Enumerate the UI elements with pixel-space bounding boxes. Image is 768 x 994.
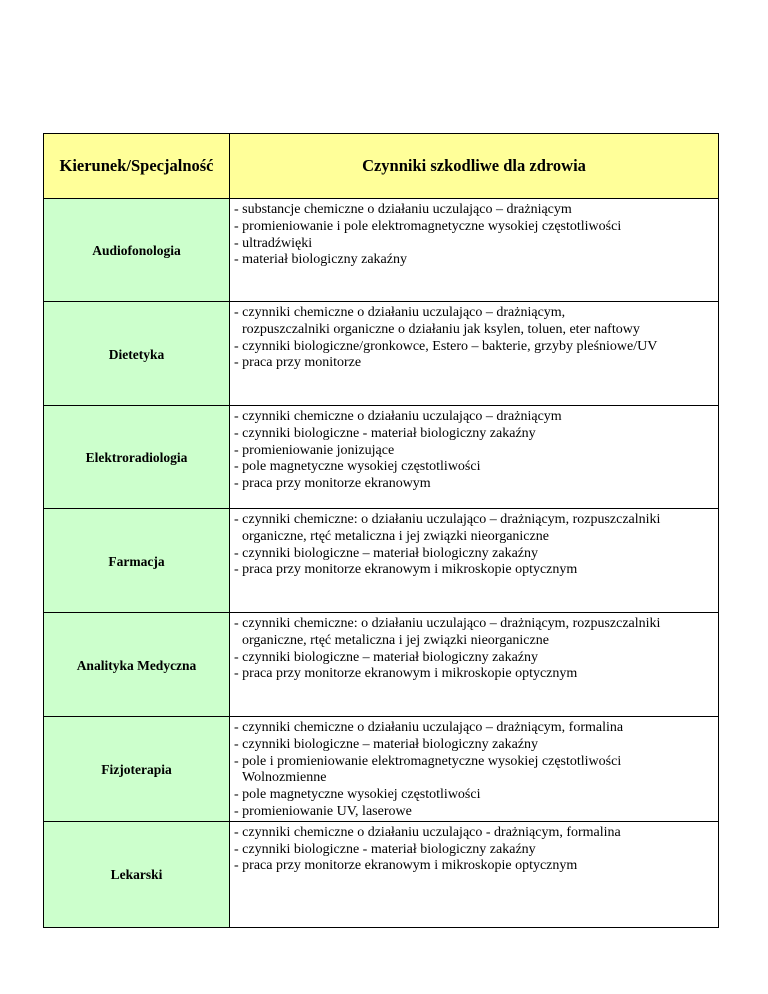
hazard-item-continuation: organiczne, rtęć metaliczna i jej związki nieorganiczne: [242, 528, 549, 544]
specialty-cell: [44, 613, 230, 717]
specialty-cell: [44, 821, 230, 927]
hazard-item: - praca przy monitorze ekranowym i mikroskopie optycznym: [234, 562, 578, 578]
hazard-item: - pole magnetyczne wysokiej częstotliwości: [234, 787, 481, 803]
header-specialty: Kierunek/Specjalność: [44, 134, 230, 199]
hazards-cell: [230, 199, 719, 302]
hazard-item: - czynniki biologiczne - materiał biologiczny zakaźny: [234, 841, 536, 857]
specialty-name: Lekarski: [110, 867, 163, 883]
specialty-name: Elektroradiologia: [85, 450, 188, 465]
hazard-item: - promieniowanie i pole elektromagnetyczne wysokiej częstotliwości: [234, 218, 622, 234]
hazards-cell: [230, 509, 719, 613]
hazard-item: - czynniki chemiczne o działaniu uczulająco - drażniącym, formalina: [234, 824, 621, 840]
hazard-item: - substancje chemiczne o działaniu uczulająco – drażniącym: [234, 202, 572, 217]
specialty-cell: [44, 406, 230, 509]
specialty-name: Fizjoterapia: [101, 761, 172, 777]
hazards-cell: [230, 613, 719, 717]
hazards-cell: [230, 821, 719, 927]
hazard-item: - czynniki biologiczne – materiał biologiczny zakaźny: [234, 649, 538, 665]
hazard-item: - czynniki chemiczne: o działaniu uczulająco – drażniącym, rozpuszczalniki: [234, 512, 661, 527]
specialty-name: Audiofonologia: [92, 243, 181, 258]
hazard-item: - materiał biologiczny zakaźny: [234, 252, 407, 268]
specialty-cell: [44, 717, 230, 822]
hazard-item: - ultradźwięki: [234, 235, 313, 251]
hazard-item: - czynniki chemiczne o działaniu uczulająco – drażniącym, formalina: [234, 720, 624, 735]
hazards-cell: [230, 406, 719, 509]
table-row: [44, 717, 719, 822]
hazard-item-continuation: rozpuszczalniki organiczne o działaniu jak ksylen, toluen, eter naftowy: [242, 321, 640, 337]
header-hazards: Czynniki szkodliwe dla zdrowia: [230, 134, 719, 199]
table-row: [44, 199, 719, 302]
specialty-name: Farmacja: [108, 553, 165, 569]
specialty-cell: [44, 302, 230, 406]
hazards-table: [43, 133, 719, 928]
hazard-item: - praca przy monitorze ekranowym i mikroskopie optycznym: [234, 666, 578, 682]
hazard-item: - praca przy monitorze ekranowym i mikroskopie optycznym: [234, 858, 578, 874]
hazard-item: - promieniowanie UV, laserowe: [234, 803, 412, 819]
hazard-item-continuation: organiczne, rtęć metaliczna i jej związki nieorganiczne: [242, 632, 549, 648]
hazard-item: - czynniki chemiczne o działaniu uczulająco – drażniącym,: [234, 305, 566, 320]
hazard-item: - czynniki biologiczne/gronkowce, Estero – bakterie, grzyby pleśniowe/UV: [234, 338, 658, 354]
specialty-name: Dietetyka: [108, 346, 165, 362]
hazard-item: - czynniki biologiczne – materiał biologiczny zakaźny: [234, 736, 538, 752]
hazard-item: - promieniowanie jonizujące: [234, 442, 395, 458]
hazard-item: - praca przy monitorze ekranowym: [234, 476, 431, 492]
specialty-name: Analityka Medyczna: [76, 657, 197, 673]
hazard-item: - praca przy monitorze: [234, 355, 362, 371]
hazard-item: - czynniki biologiczne - materiał biologiczny zakaźny: [234, 425, 536, 441]
table-row: [44, 302, 719, 406]
hazard-item: - czynniki biologiczne – materiał biologiczny zakaźny: [234, 545, 538, 561]
hazard-item-continuation: Wolnozmienne: [242, 770, 327, 786]
hazard-item: - pole magnetyczne wysokiej częstotliwości: [234, 459, 481, 475]
specialty-cell: [44, 199, 230, 302]
table-row: [44, 509, 719, 613]
hazard-item: - pole i promieniowanie elektromagnetyczne wysokiej częstotliwości: [234, 753, 622, 769]
hazards-cell: [230, 302, 719, 406]
hazard-item: - czynniki chemiczne: o działaniu uczulająco – drażniącym, rozpuszczalniki: [234, 616, 661, 631]
table-row: [44, 613, 719, 717]
specialty-cell: [44, 509, 230, 613]
table-row: [44, 406, 719, 509]
hazards-cell: [230, 717, 719, 822]
table-row: [44, 821, 719, 927]
hazard-item: - czynniki chemiczne o działaniu uczulająco – drażniącym: [234, 409, 562, 424]
header-row: [44, 134, 719, 199]
